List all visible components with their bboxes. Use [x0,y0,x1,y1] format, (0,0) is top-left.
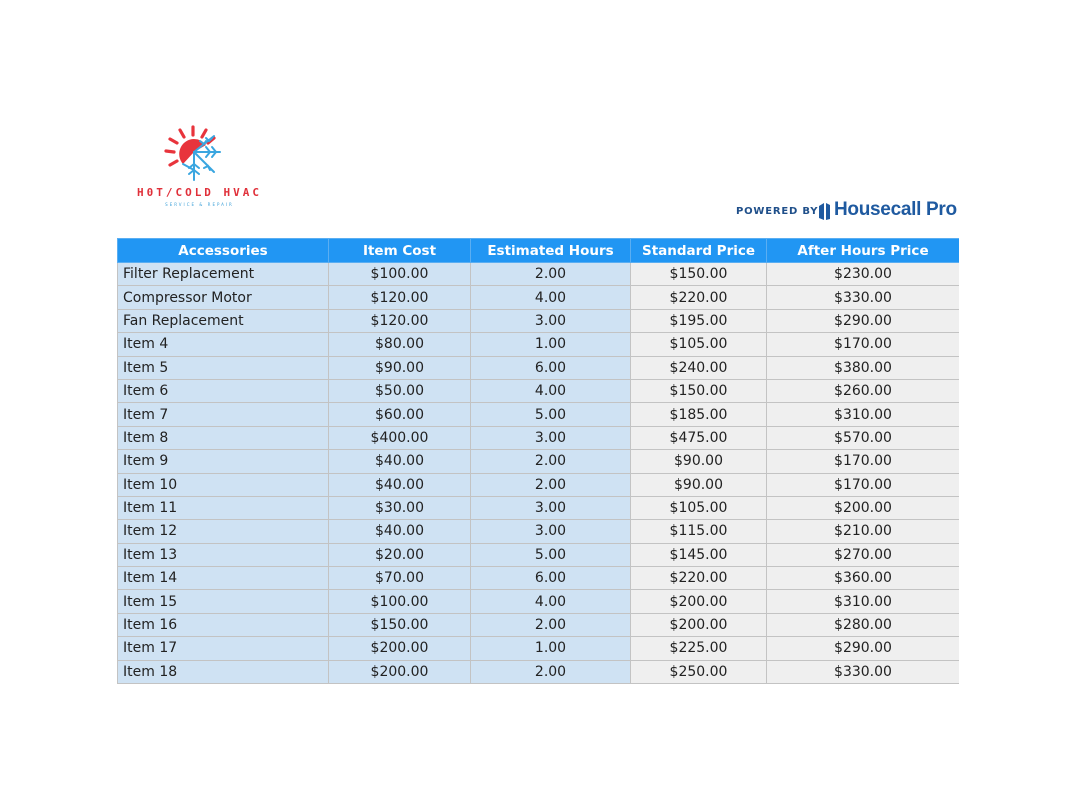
table-row [118,660,960,683]
cell-item-cost[interactable]: $40.00 [329,520,471,543]
cell-estimated-hours[interactable]: 1.00 [471,637,631,660]
cell-standard-price[interactable]: $90.00 [631,450,767,473]
cell-item-cost[interactable]: $100.00 [329,590,471,613]
cell-after-hours-price[interactable]: $380.00 [767,356,960,379]
cell-after-hours-price[interactable]: $260.00 [767,379,960,402]
cell-accessory[interactable]: Item 10 [118,473,329,496]
cell-estimated-hours[interactable]: 3.00 [471,520,631,543]
housecall-pro-wordmark: Housecall Pro [834,199,957,220]
cell-standard-price[interactable]: $150.00 [631,263,767,286]
cell-item-cost[interactable]: $80.00 [329,333,471,356]
cell-standard-price[interactable]: $250.00 [631,660,767,683]
cell-after-hours-price[interactable]: $170.00 [767,473,960,496]
cell-accessory[interactable]: Item 18 [118,660,329,683]
table-row [118,613,960,636]
table-row [118,637,960,660]
cell-accessory[interactable]: Compressor Motor [118,286,329,309]
cell-accessory[interactable]: Fan Replacement [118,309,329,332]
cell-after-hours-price[interactable]: $210.00 [767,520,960,543]
cell-after-hours-price[interactable]: $310.00 [767,403,960,426]
table-row [118,496,960,519]
cell-after-hours-price[interactable]: $290.00 [767,309,960,332]
logo-wordmark: H0T/COLD HVAC [136,186,263,199]
cell-standard-price[interactable]: $225.00 [631,637,767,660]
table-row [118,403,960,426]
cell-item-cost[interactable]: $150.00 [329,613,471,636]
cell-estimated-hours[interactable]: 6.00 [471,567,631,590]
table-row [118,263,960,286]
cell-item-cost[interactable]: $400.00 [329,426,471,449]
table-row [118,379,960,402]
cell-standard-price[interactable]: $475.00 [631,426,767,449]
cell-after-hours-price[interactable]: $310.00 [767,590,960,613]
cell-standard-price[interactable]: $105.00 [631,496,767,519]
cell-item-cost[interactable]: $60.00 [329,403,471,426]
column-header-accessories[interactable]: Accessories [118,239,329,263]
cell-accessory[interactable]: Item 6 [118,379,329,402]
cell-accessory[interactable]: Item 15 [118,590,329,613]
housecall-pro-icon [818,202,831,221]
column-header-estimated-hours[interactable]: Estimated Hours [471,239,631,263]
table-row [118,286,960,309]
cell-accessory[interactable]: Item 12 [118,520,329,543]
cell-standard-price[interactable]: $195.00 [631,309,767,332]
cell-after-hours-price[interactable]: $270.00 [767,543,960,566]
cell-item-cost[interactable]: $120.00 [329,286,471,309]
table-row [118,426,960,449]
table-row [118,309,960,332]
powered-by-label: POWERED BY [736,206,819,217]
cell-accessory[interactable]: Item 8 [118,426,329,449]
cell-estimated-hours[interactable]: 5.00 [471,403,631,426]
cell-after-hours-price[interactable]: $200.00 [767,496,960,519]
cell-accessory[interactable]: Item 7 [118,403,329,426]
cell-standard-price[interactable]: $150.00 [631,379,767,402]
cell-estimated-hours[interactable]: 2.00 [471,263,631,286]
price-table [117,238,959,684]
cell-standard-price[interactable]: $90.00 [631,473,767,496]
cell-estimated-hours[interactable]: 3.00 [471,496,631,519]
sun-snowflake-icon [162,124,232,186]
cell-standard-price[interactable]: $145.00 [631,543,767,566]
table-row [118,356,960,379]
cell-item-cost[interactable]: $200.00 [329,637,471,660]
cell-after-hours-price[interactable]: $280.00 [767,613,960,636]
cell-accessory[interactable]: Filter Replacement [118,263,329,286]
cell-standard-price[interactable]: $115.00 [631,520,767,543]
cell-accessory[interactable]: Item 4 [118,333,329,356]
cell-accessory[interactable]: Item 16 [118,613,329,636]
table-row [118,567,960,590]
cell-after-hours-price[interactable]: $170.00 [767,450,960,473]
cell-accessory[interactable]: Item 17 [118,637,329,660]
cell-estimated-hours[interactable]: 4.00 [471,379,631,402]
cell-after-hours-price[interactable]: $330.00 [767,660,960,683]
cell-item-cost[interactable]: $50.00 [329,379,471,402]
cell-after-hours-price[interactable]: $290.00 [767,637,960,660]
cell-estimated-hours[interactable]: 5.00 [471,543,631,566]
table-row [118,590,960,613]
cell-standard-price[interactable]: $185.00 [631,403,767,426]
table-row [118,543,960,566]
column-header-standard-price[interactable]: Standard Price [631,239,767,263]
cell-accessory[interactable]: Item 5 [118,356,329,379]
cell-standard-price[interactable]: $105.00 [631,333,767,356]
cell-after-hours-price[interactable]: $360.00 [767,567,960,590]
cell-estimated-hours[interactable]: 4.00 [471,590,631,613]
column-header-item-cost[interactable]: Item Cost [329,239,471,263]
cell-item-cost[interactable]: $100.00 [329,263,471,286]
cell-estimated-hours[interactable]: 3.00 [471,309,631,332]
cell-item-cost[interactable]: $30.00 [329,496,471,519]
cell-standard-price[interactable]: $200.00 [631,590,767,613]
column-header-after-hours-price[interactable]: After Hours Price [767,239,960,263]
table-row [118,520,960,543]
price-table-container [117,238,959,688]
cell-estimated-hours[interactable]: 4.00 [471,286,631,309]
cell-after-hours-price[interactable]: $570.00 [767,426,960,449]
cell-estimated-hours[interactable]: 2.00 [471,450,631,473]
cell-standard-price[interactable]: $220.00 [631,286,767,309]
table-row [118,333,960,356]
cell-estimated-hours[interactable]: 2.00 [471,613,631,636]
cell-item-cost[interactable]: $200.00 [329,660,471,683]
cell-accessory[interactable]: Item 11 [118,496,329,519]
cell-item-cost[interactable]: $20.00 [329,543,471,566]
cell-item-cost[interactable]: $40.00 [329,473,471,496]
cell-standard-price[interactable]: $240.00 [631,356,767,379]
table-row [118,450,960,473]
company-logo [122,122,277,214]
cell-estimated-hours[interactable]: 2.00 [471,660,631,683]
cell-item-cost[interactable]: $120.00 [329,309,471,332]
cell-after-hours-price[interactable]: $330.00 [767,286,960,309]
cell-item-cost[interactable]: $70.00 [329,567,471,590]
cell-item-cost[interactable]: $90.00 [329,356,471,379]
cell-standard-price[interactable]: $200.00 [631,613,767,636]
cell-estimated-hours[interactable]: 2.00 [471,473,631,496]
cell-estimated-hours[interactable]: 1.00 [471,333,631,356]
table-row [118,473,960,496]
cell-accessory[interactable]: Item 9 [118,450,329,473]
cell-accessory[interactable]: Item 14 [118,567,329,590]
logo-tagline: SERVICE & REPAIR [165,202,234,207]
cell-accessory[interactable]: Item 13 [118,543,329,566]
cell-item-cost[interactable]: $40.00 [329,450,471,473]
cell-standard-price[interactable]: $220.00 [631,567,767,590]
cell-after-hours-price[interactable]: $230.00 [767,263,960,286]
cell-estimated-hours[interactable]: 3.00 [471,426,631,449]
table-header-row [118,239,960,263]
cell-after-hours-price[interactable]: $170.00 [767,333,960,356]
cell-estimated-hours[interactable]: 6.00 [471,356,631,379]
